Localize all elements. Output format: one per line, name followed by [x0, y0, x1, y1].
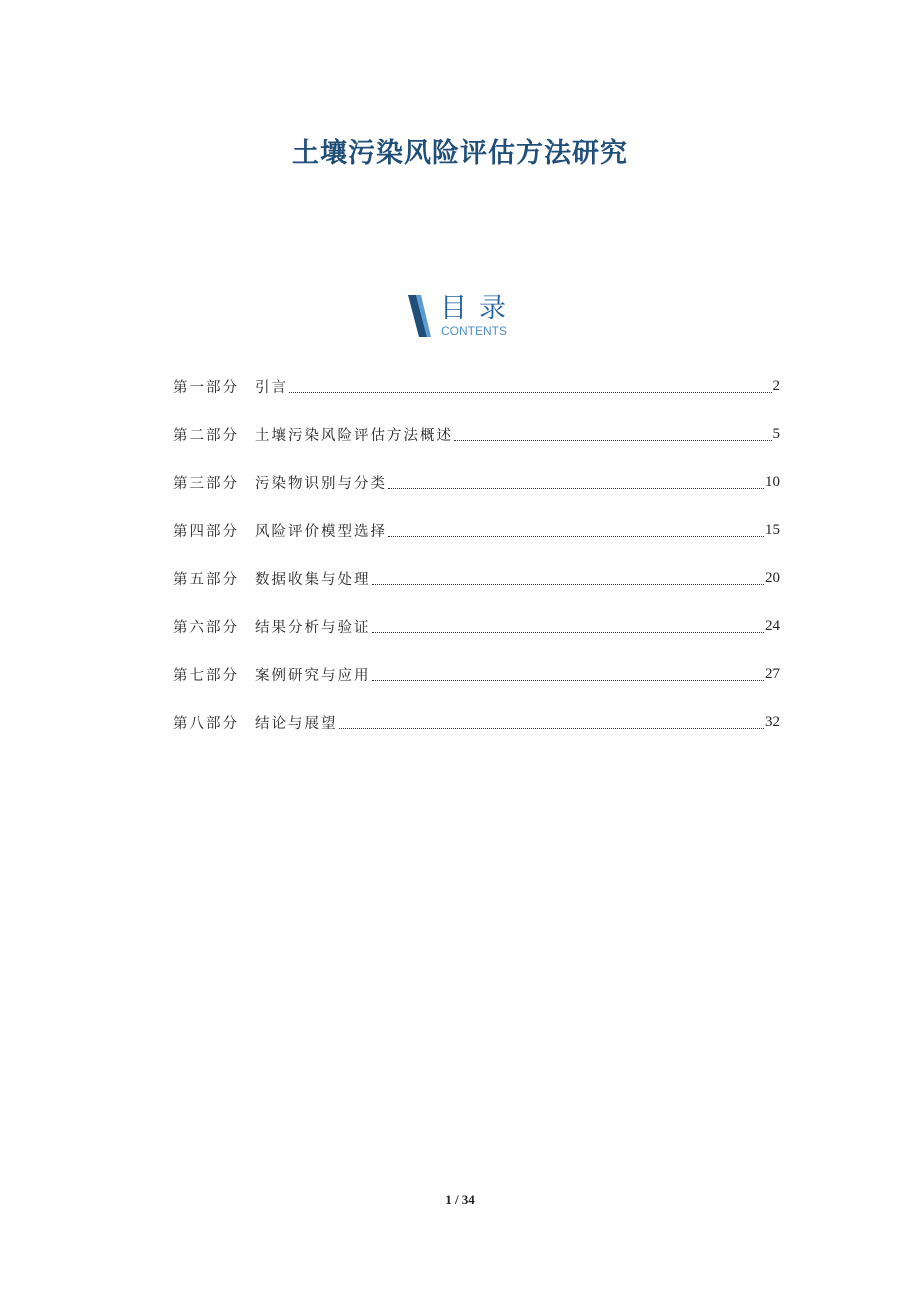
- toc-entry-page: 27: [765, 665, 780, 682]
- toc-entry[interactable]: [173, 698, 780, 746]
- toc-entry[interactable]: [173, 650, 780, 698]
- toc-entry-leader: [372, 680, 765, 681]
- toc-entry-part: 第六部分: [173, 619, 239, 636]
- toc-entry-name: 污染物识别与分类: [255, 475, 387, 492]
- toc-entry-leader: [454, 440, 772, 441]
- toc-entry-leader: [339, 728, 765, 729]
- toc-entry-page: 24: [765, 617, 780, 634]
- toc-entry[interactable]: [173, 506, 780, 554]
- toc-entry-name: 土壤污染风险评估方法概述: [255, 427, 453, 444]
- book-spine-icon: [407, 294, 431, 338]
- toc-entry[interactable]: [173, 410, 780, 458]
- toc-entry-page: 5: [772, 425, 780, 442]
- toc-entry-name: 风险评价模型选择: [255, 523, 387, 540]
- toc-entry-name: 引言: [255, 379, 288, 396]
- toc-entry-page: 20: [765, 569, 780, 586]
- toc-entry-page: 10: [765, 473, 780, 490]
- toc-entry-leader: [289, 392, 772, 393]
- page-number: 1 / 34: [445, 1192, 475, 1207]
- toc-entry[interactable]: [173, 458, 780, 506]
- toc-entry-name: 案例研究与应用: [255, 667, 371, 684]
- toc-entry-leader: [388, 488, 764, 489]
- document-title: 土壤污染风险评估方法研究: [292, 138, 628, 170]
- toc-list: [173, 362, 780, 746]
- toc-entry-part: 第二部分: [173, 427, 239, 444]
- toc-entry-page: 15: [765, 521, 780, 538]
- toc-entry-name: 数据收集与处理: [255, 571, 371, 588]
- toc-entry-name: 结论与展望: [255, 715, 338, 732]
- toc-entry-part: 第四部分: [173, 523, 239, 540]
- toc-entry-page: 32: [765, 713, 780, 730]
- toc-subheading: CONTENTS: [441, 324, 507, 338]
- toc-entry-part: 第七部分: [173, 667, 239, 684]
- toc-entry-leader: [388, 536, 764, 537]
- toc-header: [407, 294, 527, 342]
- toc-entry-name: 结果分析与验证: [255, 619, 371, 636]
- toc-heading: 目录: [440, 293, 518, 324]
- toc-entry-part: 第三部分: [173, 475, 239, 492]
- toc-entry[interactable]: [173, 362, 780, 410]
- toc-entry[interactable]: [173, 602, 780, 650]
- toc-entry-leader: [372, 584, 765, 585]
- toc-entry-part: 第一部分: [173, 379, 239, 396]
- toc-entry-leader: [372, 632, 765, 633]
- toc-entry-part: 第八部分: [173, 715, 239, 732]
- toc-entry[interactable]: [173, 554, 780, 602]
- toc-entry-part: 第五部分: [173, 571, 239, 588]
- toc-entry-page: 2: [772, 377, 780, 394]
